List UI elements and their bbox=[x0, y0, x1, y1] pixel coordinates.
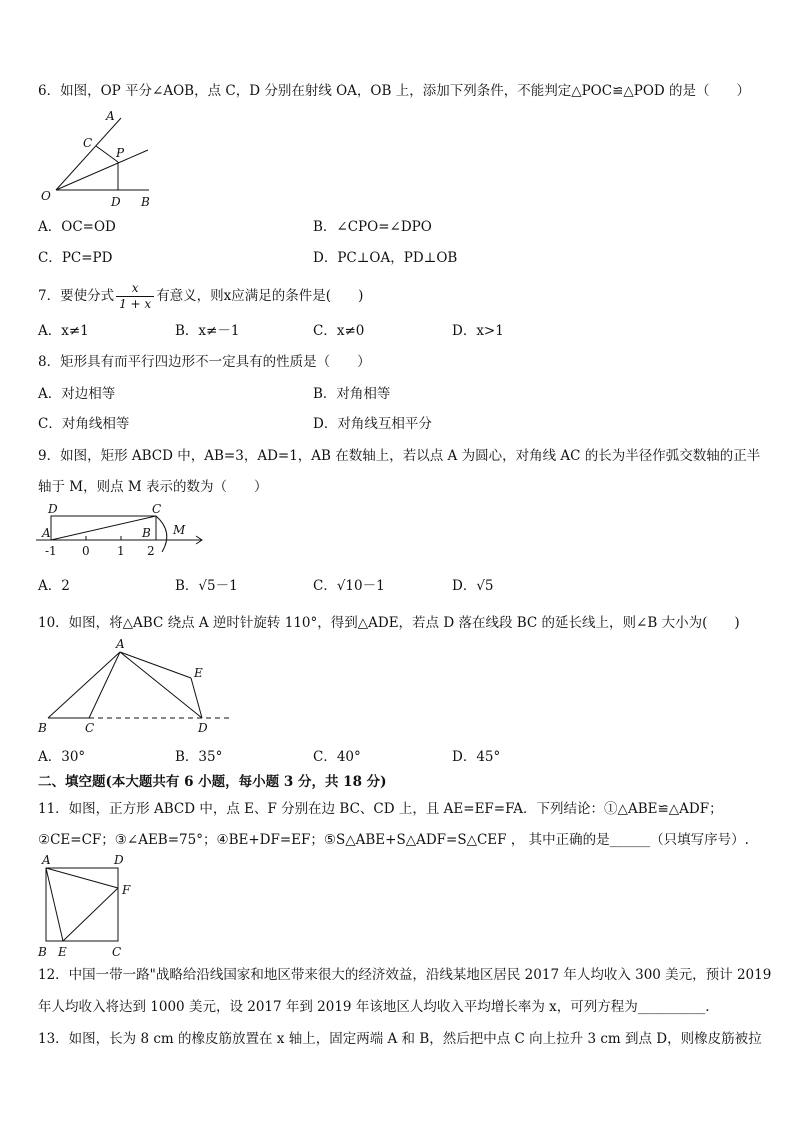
section-heading-fill-in: 二、填空题(本大题共有 6 小题，每小题 3 分，共 18 分) bbox=[38, 774, 387, 790]
label-c: C bbox=[112, 945, 122, 959]
q8-option-a: A．对边相等 bbox=[38, 386, 116, 402]
label-c: C bbox=[85, 721, 95, 735]
q7-option-c: C．x≠0 bbox=[313, 323, 365, 339]
q7-stem-before: 7．要使分式 bbox=[38, 288, 115, 304]
ray-op bbox=[56, 150, 148, 190]
q13-stem-line1: 13．如图，长为 8 cm 的橡皮筋放置在 x 轴上，固定两端 A 和 B，然后把中点 C 向上拉升 3 cm 到点 D，则橡皮筋被拉 bbox=[38, 1031, 762, 1047]
segment-ae bbox=[120, 652, 191, 678]
q11-stem-line2: ②CE=CF；③∠AEB=75°；④BE+DF=EF；⑤S△ABE+S△ADF=S△CEF ， 其中正确的是______（只填写序号）. bbox=[38, 832, 749, 848]
label-a: A bbox=[42, 526, 51, 540]
label-b: B bbox=[142, 526, 151, 540]
arc-cm bbox=[156, 516, 167, 552]
label-o: O bbox=[41, 189, 51, 203]
q10-figure bbox=[34, 638, 244, 738]
label-d: D bbox=[198, 721, 208, 735]
q6-stem: 6．如图，OP 平分∠AOB，点 C，D 分别在射线 OA，OB 上，添加下列条件，不能判定△POC≌△POD 的是（ ） bbox=[38, 83, 751, 99]
tick-label-2: 2 bbox=[147, 544, 155, 558]
q8-stem: 8．矩形具有而平行四边形不一定具有的性质是（ ） bbox=[38, 354, 371, 370]
q7-option-d: D．x>1 bbox=[452, 323, 504, 339]
segment-ef bbox=[63, 888, 118, 941]
tick-label-0: 0 bbox=[82, 544, 90, 558]
segment-ed bbox=[191, 678, 202, 718]
label-b: B bbox=[38, 721, 47, 735]
q7-option-a: A．x≠1 bbox=[38, 323, 89, 339]
segment-ae bbox=[46, 868, 63, 941]
q10-option-c: C．40° bbox=[313, 749, 361, 765]
label-e: E bbox=[58, 945, 67, 959]
segment-pc bbox=[96, 146, 118, 162]
label-c: C bbox=[83, 136, 93, 150]
tick-label-neg1: -1 bbox=[45, 544, 57, 558]
q6-option-a: A．OC=OD bbox=[38, 219, 116, 235]
segment-ab bbox=[48, 652, 120, 718]
q7-fraction-denominator: 1 + x bbox=[119, 297, 152, 311]
ray-oa bbox=[56, 118, 121, 190]
q8-option-c: C．对角线相等 bbox=[38, 416, 130, 432]
q10-option-a: A．30° bbox=[38, 749, 86, 765]
q9-option-b: B．√5－1 bbox=[175, 578, 238, 594]
q9-stem-line2: 轴于 M，则点 M 表示的数为（ ） bbox=[38, 479, 268, 495]
q6-figure bbox=[36, 106, 166, 211]
square-abcd bbox=[46, 868, 118, 941]
label-a: A bbox=[42, 853, 51, 867]
label-e: E bbox=[194, 666, 203, 680]
q7-option-b: B．x≠－1 bbox=[175, 323, 240, 339]
label-a: A bbox=[106, 109, 115, 123]
q8-option-d: D．对角线互相平分 bbox=[313, 416, 432, 432]
q7-stem-after: 有意义，则x应满足的条件是( ) bbox=[156, 288, 364, 304]
tick-label-1: 1 bbox=[117, 544, 125, 558]
q9-stem-line1: 9．如图，矩形 ABCD 中，AB=3，AD=1，AB 在数轴上，若以点 A 为圆心，对角线 AC 的长为半径作弧交数轴的正半 bbox=[38, 448, 761, 464]
label-d: D bbox=[114, 853, 124, 867]
q7-fraction bbox=[116, 281, 154, 312]
segment-af bbox=[46, 868, 118, 888]
q11-figure bbox=[34, 852, 144, 962]
q7-fraction-numerator: x bbox=[116, 281, 154, 297]
label-d: D bbox=[48, 502, 58, 516]
q8-option-b: B．对角相等 bbox=[313, 386, 391, 402]
label-m: M bbox=[173, 523, 186, 537]
label-c: C bbox=[152, 502, 162, 516]
q9-option-d: D．√5 bbox=[452, 578, 494, 594]
q7-stem bbox=[38, 281, 363, 312]
label-f: F bbox=[122, 883, 131, 897]
segment-ad bbox=[120, 652, 202, 718]
q10-option-d: D．45° bbox=[452, 749, 501, 765]
q9-option-c: C．√10－1 bbox=[313, 578, 385, 594]
label-p: P bbox=[116, 146, 125, 160]
q10-stem: 10．如图，将△ABC 绕点 A 逆时针旋转 110°，得到△ADE，若点 D 落在线段 BC 的延长线上，则∠B 大小为( ) bbox=[38, 615, 740, 631]
q6-option-b: B．∠CPO=∠DPO bbox=[313, 219, 432, 235]
q9-option-a: A．2 bbox=[38, 578, 70, 594]
label-a: A bbox=[116, 638, 125, 651]
q12-stem-line1: 12．中国一带一路"战略给沿线国家和地区带来很大的经济效益，沿线某地区居民 2017 年人均收入 300 美元，预计 2019 bbox=[38, 967, 772, 983]
diagonal-ac bbox=[51, 516, 156, 540]
q6-option-d: D．PC⊥OA，PD⊥OB bbox=[313, 250, 458, 266]
label-b: B bbox=[141, 195, 150, 209]
q12-stem-line2: 年人均收入将达到 1000 美元，设 2017 年到 2019 年该地区人均收入平均增长率为 x，可列方程为__________. bbox=[38, 999, 710, 1015]
q11-stem-line1: 11．如图，正方形 ABCD 中，点 E、F 分别在边 BC、CD 上，且 AE=EF=FA．下列结论：①△ABE≌△ADF； bbox=[38, 801, 723, 817]
q10-option-b: B．35° bbox=[175, 749, 223, 765]
label-b: B bbox=[38, 945, 47, 959]
q6-option-c: C．PC=PD bbox=[38, 250, 113, 266]
segment-ac bbox=[89, 652, 120, 718]
label-d: D bbox=[111, 195, 121, 209]
q9-figure bbox=[34, 502, 214, 562]
